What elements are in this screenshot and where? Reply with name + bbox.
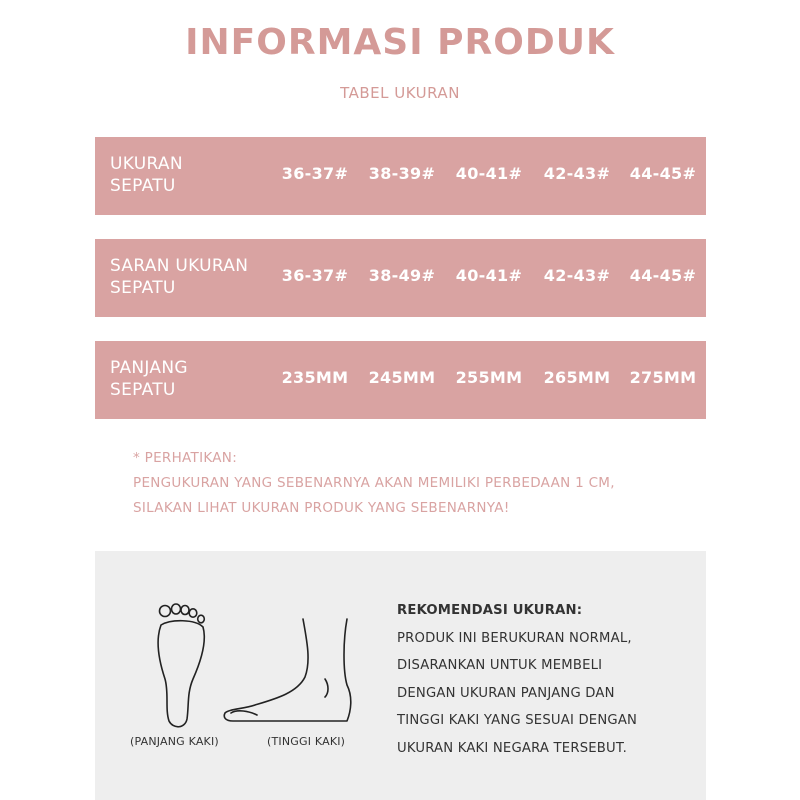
size-value: 38-49# — [368, 266, 436, 285]
foot-side-icon — [224, 619, 351, 721]
size-value: 36-37# — [281, 164, 349, 183]
recommendation-line: DENGAN UKURAN PANJANG DAN — [397, 685, 615, 701]
caption-foot-height: (TINGGI KAKI) — [267, 735, 346, 748]
size-value: 42-43# — [543, 266, 611, 285]
recommendation-panel — [95, 551, 706, 800]
length-value: 265MM — [543, 368, 611, 387]
length-value: 275MM — [629, 368, 697, 387]
recommendation-line: PRODUK INI BERUKURAN NORMAL, — [397, 630, 632, 646]
size-value: 42-43# — [543, 164, 611, 183]
length-value: 245MM — [368, 368, 436, 387]
size-value: 44-45# — [629, 266, 697, 285]
size-value: 38-39# — [368, 164, 436, 183]
recommendation-line: UKURAN KAKI NEGARA TERSEBUT. — [397, 740, 627, 756]
size-value: 44-45# — [629, 164, 697, 183]
recommendation-line: TINGGI KAKI YANG SESUAI DENGAN — [397, 713, 638, 728]
size-value: 40-41# — [455, 164, 523, 183]
size-value: 40-41# — [455, 266, 523, 285]
notice-line: PENGUKURAN YANG SEBENARNYA AKAN MEMILIKI PERBEDAAN 1 CM, — [133, 475, 615, 491]
row-label: SARAN UKURAN SEPATU — [110, 256, 249, 298]
foot-illustration — [125, 601, 355, 731]
notice-block — [133, 446, 733, 521]
size-value: 36-37# — [281, 266, 349, 285]
page-subtitle: TABEL UKURAN — [340, 84, 460, 102]
row-label: UKURAN SEPATU — [110, 154, 183, 196]
size-row-suggested-size — [95, 239, 706, 317]
notice-heading: * PERHATIKAN: — [133, 450, 238, 466]
row-label: PANJANG SEPATU — [110, 358, 188, 400]
recommendation-text — [397, 597, 697, 762]
foot-sole-icon — [158, 604, 204, 727]
recommendation-line: DISARANKAN UNTUK MEMBELI — [397, 658, 603, 673]
length-value: 235MM — [281, 368, 349, 387]
length-value: 255MM — [455, 368, 523, 387]
caption-foot-length: (PANJANG KAKI) — [130, 735, 219, 748]
recommendation-heading: REKOMENDASI UKURAN: — [397, 603, 583, 618]
notice-line: SILAKAN LIHAT UKURAN PRODUK YANG SEBENARNYA! — [133, 500, 510, 516]
size-row-shoe-size — [95, 137, 706, 215]
size-row-shoe-length — [95, 341, 706, 419]
page-title: INFORMASI PRODUK — [185, 22, 615, 63]
